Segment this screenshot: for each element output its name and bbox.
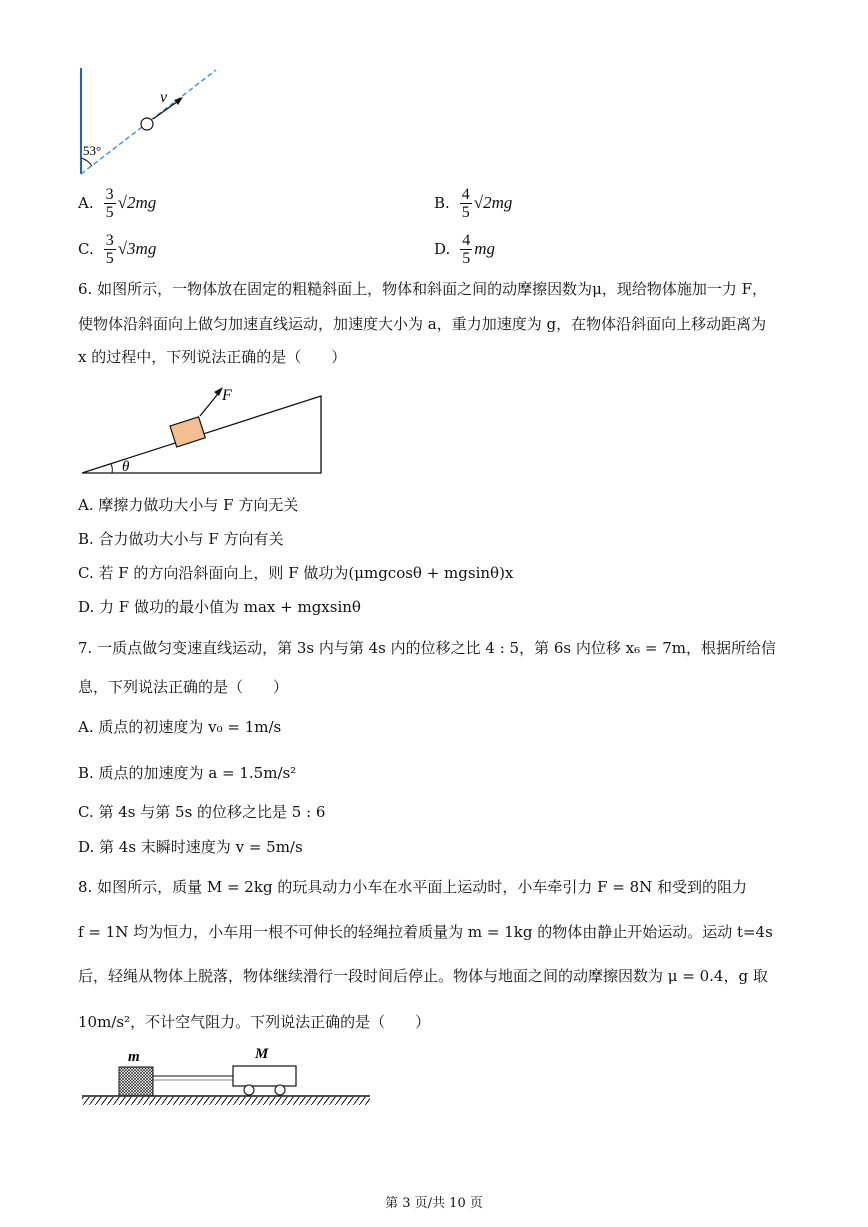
cart-wheel-left — [244, 1085, 254, 1095]
cart-wheel-right — [275, 1085, 285, 1095]
option-expression: √2mg — [117, 193, 157, 212]
fraction: $\frac{4}{5}$ — [462, 231, 471, 267]
option-letter: D. — [434, 240, 451, 258]
q5-option-a — [78, 181, 156, 225]
option-letter: B. — [434, 194, 450, 212]
q6-stem-line1: 6. 如图所示，一物体放在固定的粗糙斜面上，物体和斜面之间的动摩擦因数为μ，现给物体施加一力 F， — [78, 280, 768, 298]
force-label: F — [222, 387, 232, 404]
q5-option-b — [434, 181, 512, 225]
q8-stem-line1: 8. 如图所示，质量 M = 2kg 的玩具动力小车在水平面上运动时，小车牵引力 F = 8N 和受到的阻力 — [78, 878, 748, 896]
q8-stem-line2: f = 1N 均为恒力，小车用一根不可伸长的轻绳拉着质量为 m = 1kg 的物体由静止开始运动。运动 t=4s — [78, 923, 773, 941]
small-mass-label: m — [128, 1049, 140, 1065]
q6-option-a: A. 摩擦力做功大小与 F 方向无关 — [78, 496, 299, 514]
q6-option-d: D. 力 F 做功的最小值为 max + mgxsinθ — [78, 598, 361, 616]
velocity-label: v — [160, 89, 168, 106]
q5-option-d — [434, 227, 495, 271]
q7-option-c: C. 第 4s 与第 5s 的位移之比是 5 : 6 — [78, 803, 326, 821]
angle-label: 53° — [83, 143, 102, 158]
fraction: $\frac{4}{5}$ — [461, 185, 470, 221]
option-expression: √3mg — [117, 239, 157, 258]
q6-stem-line3: x 的过程中，下列说法正确的是（ ） — [78, 348, 347, 366]
q7-option-d: D. 第 4s 末瞬时速度为 v = 5m/s — [78, 838, 303, 856]
q6-stem-line2: 使物体沿斜面向上做匀加速直线运动，加速度大小为 a，重力加速度为 g，在物体沿斜面向上移动距离为 — [78, 315, 767, 333]
option-letter: A. — [78, 194, 94, 212]
cart-body — [233, 1066, 296, 1086]
q7-stem-line2: 息，下列说法正确的是（ ） — [78, 678, 289, 696]
q5-option-c — [78, 227, 156, 271]
fraction: $\frac{3}{5}$ — [105, 185, 114, 221]
q8-figure — [78, 1040, 378, 1110]
theta-label: θ — [122, 459, 130, 475]
q7-stem-line1: 7. 一质点做匀变速直线运动，第 3s 内与第 4s 内的位移之比 4 : 5，第 6s 内位移 x₆ = 7m，根据所给信 — [78, 639, 776, 657]
page-number: 第 3 页/共 10 页 — [385, 1196, 483, 1211]
option-expression: √2mg — [473, 193, 513, 212]
q6-option-c: C. 若 F 的方向沿斜面向上，则 F 做功为(μmgcosθ + mgsinθ)x — [78, 564, 514, 582]
q8-stem-line4: 10m/s²，不计空气阻力。下列说法正确的是（ ） — [78, 1013, 431, 1031]
big-mass-label: M — [255, 1046, 269, 1062]
option-expression: mg — [474, 239, 496, 258]
q6-figure — [78, 380, 328, 480]
ground-hatch — [82, 1097, 370, 1105]
angle-arc — [81, 158, 92, 166]
q7-option-b: B. 质点的加速度为 a = 1.5m/s² — [78, 764, 297, 782]
q8-stem-line3: 后，轻绳从物体上脱落，物体继续滑行一段时间后停止。物体与地面之间的动摩擦因数为 μ = 0.4，g 取 — [78, 967, 768, 985]
small-block — [119, 1067, 153, 1096]
q7-option-a: A. 质点的初速度为 v₀ = 1m/s — [78, 718, 282, 736]
q5-figure — [70, 62, 230, 182]
q6-option-b: B. 合力做功大小与 F 方向有关 — [78, 530, 284, 548]
ball — [141, 118, 153, 130]
option-letter: C. — [78, 240, 94, 258]
fraction: $\frac{3}{5}$ — [105, 231, 114, 267]
